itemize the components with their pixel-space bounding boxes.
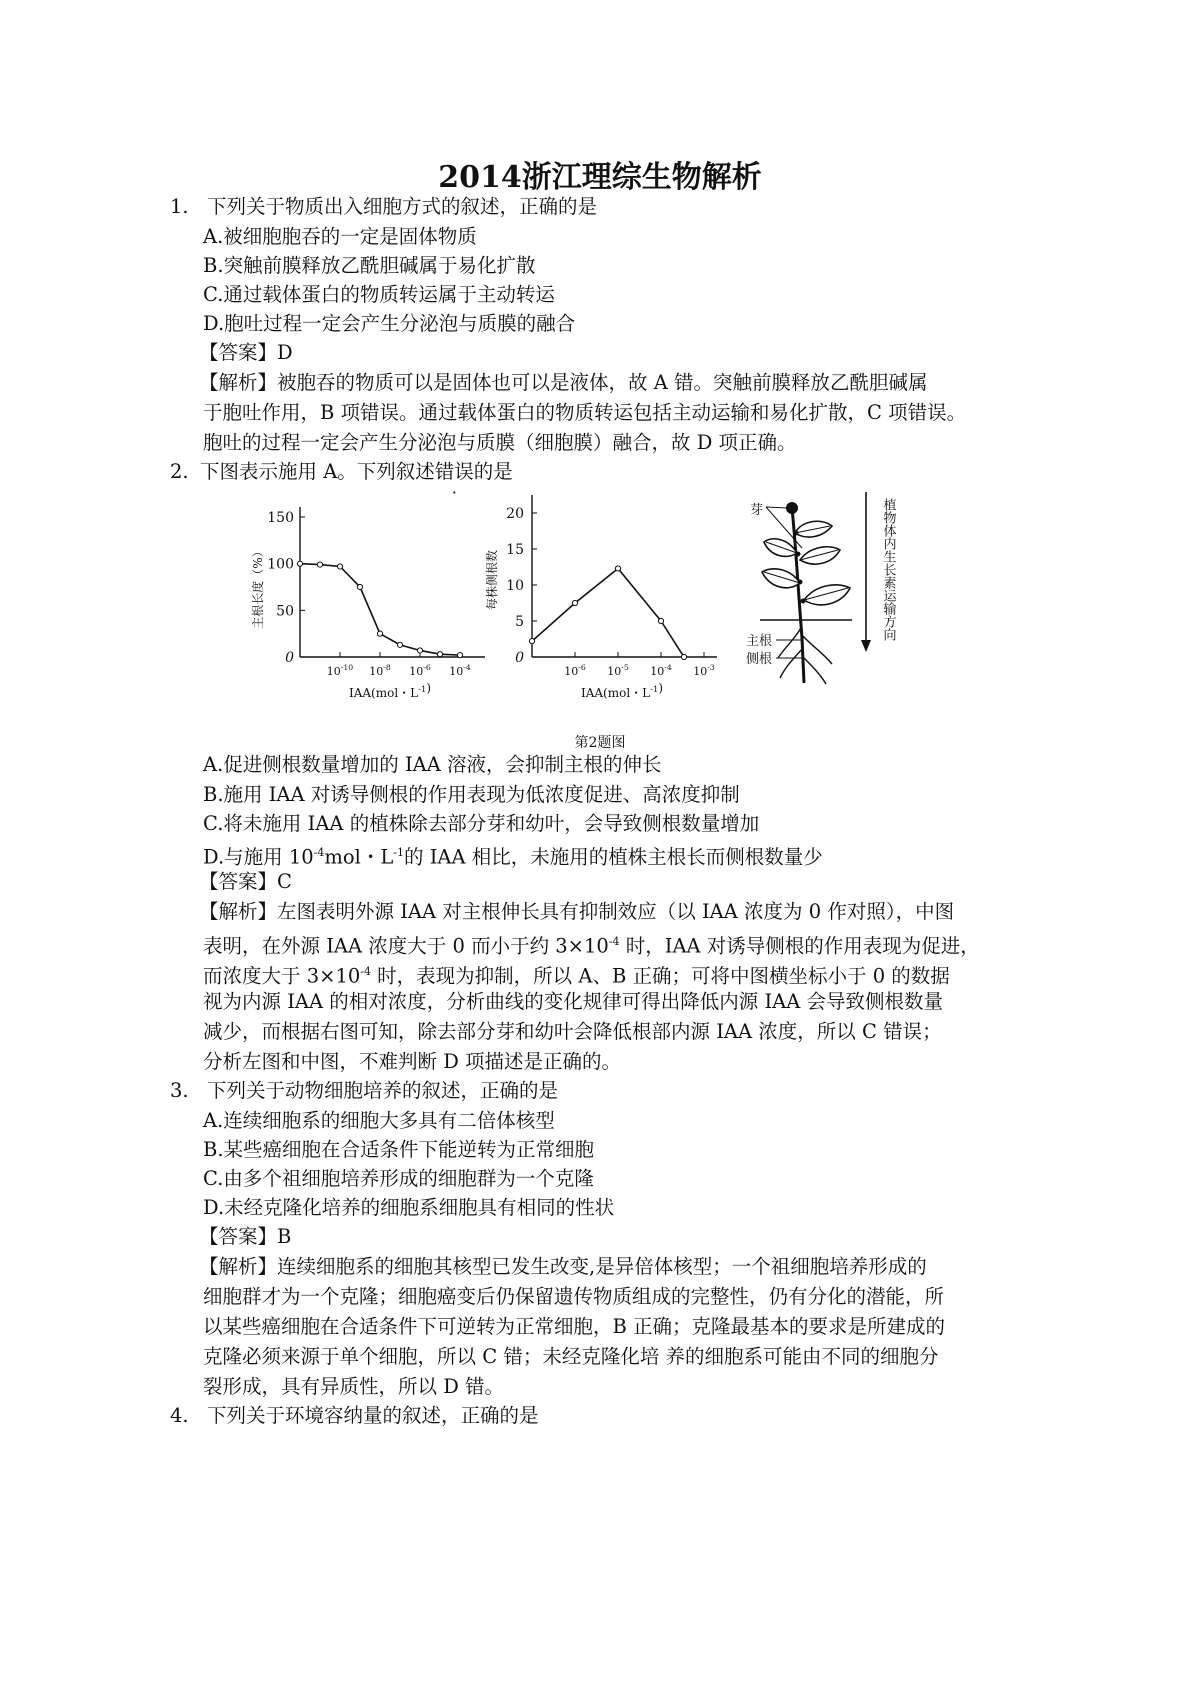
q2-analysis-part: 时，IAA 对诱导侧根的作用表现为促进， bbox=[619, 934, 980, 958]
data-point bbox=[457, 653, 462, 658]
q2-option-d-part: mol・L bbox=[324, 845, 394, 869]
leaf-icon bbox=[762, 569, 800, 588]
chart-lateral-root-count bbox=[480, 490, 725, 702]
y-tick-label: 10 bbox=[506, 578, 524, 594]
q2-analysis-part: 时，表现为抑制，所以 A、B 正确；可将中图横坐标小于 0 的数据 bbox=[370, 964, 950, 988]
x-tick-label: $10^{-4}$ bbox=[449, 663, 471, 678]
q2-stem bbox=[200, 457, 513, 487]
page-title: 2014浙江理综生物解析 bbox=[438, 160, 762, 195]
q3-answer: 【答案】B bbox=[199, 1225, 292, 1248]
q3-option-c: C.由多个祖细胞培养形成的细胞群为一个克隆 bbox=[203, 1167, 594, 1190]
q2-number: 2. bbox=[170, 460, 189, 483]
q3-analysis-line: 细胞群才为一个克隆；细胞癌变后仍保留遗传物质组成的完整性，仍有分化的潜能，所 bbox=[203, 1285, 945, 1308]
label-lateral-root: 侧根 bbox=[746, 652, 773, 667]
data-point bbox=[658, 618, 663, 623]
q3-analysis-line: 【解析】连续细胞系的细胞其核型已发生改变,是异倍体核型；一个祖细胞培养形成的 bbox=[199, 1255, 927, 1278]
superscript: -4 bbox=[313, 846, 325, 859]
q2-option-a: A.促进侧根数量增加的 IAA 溶液，会抑制主根的伸长 bbox=[203, 753, 662, 776]
x-tick-label: $10^{-10}$ bbox=[326, 663, 354, 678]
q2-stem-emphasis: 错误 bbox=[434, 460, 474, 483]
leaf-icon bbox=[795, 521, 832, 537]
q3-option-d: D.未经克隆化培养的细胞系细胞具有相同的性状 bbox=[203, 1196, 615, 1219]
q3-option-a: A.连续细胞系的细胞大多具有二倍体核型 bbox=[203, 1109, 555, 1132]
x-axis-label: IAA(mol・$L^{-1}$) bbox=[348, 681, 432, 700]
x-tick-label: $10^{-6}$ bbox=[409, 663, 431, 678]
series-line bbox=[300, 564, 460, 655]
q2-option-d bbox=[203, 838, 823, 873]
q1-option-b: B.突触前膜释放乙酰胆碱属于易化扩散 bbox=[203, 254, 536, 277]
data-point bbox=[297, 561, 302, 566]
y-tick-label: 50 bbox=[276, 603, 294, 620]
q2-analysis-line: 减少，而根据右图可知，除去部分芽和幼叶会降低根部内源 IAA 浓度，所以 C 错误； bbox=[203, 1020, 942, 1043]
data-point bbox=[417, 648, 422, 653]
q1-answer: 【答案】D bbox=[199, 341, 293, 364]
y-tick-label: 15 bbox=[506, 542, 524, 558]
q2-analysis-part: 而浓度大于 3×10 bbox=[203, 964, 361, 988]
series-line bbox=[532, 568, 684, 657]
y-tick-label: 0 bbox=[515, 650, 524, 666]
superscript: -4 bbox=[360, 965, 371, 978]
y-axis-label: 每株侧根数 bbox=[485, 549, 499, 611]
data-point bbox=[317, 562, 322, 567]
label-bud: 芽 bbox=[750, 503, 764, 518]
y-tick-label: 20 bbox=[506, 506, 524, 522]
data-point bbox=[437, 652, 442, 657]
q2-option-c: C.将未施用 IAA 的植株除去部分芽和幼叶，会导致侧根数量增加 bbox=[203, 812, 760, 835]
q2-option-b: B.施用 IAA 对诱导侧根的作用表现为低浓度促进、高浓度抑制 bbox=[203, 783, 740, 806]
figure-caption: 第2题图 bbox=[574, 735, 626, 751]
leaf-icon bbox=[800, 547, 840, 564]
q2-stem-part: 下图表示施用 A。下列叙述 bbox=[200, 460, 435, 483]
q1-option-d: D.胞吐过程一定会产生分泌泡与质膜的融合 bbox=[203, 312, 576, 335]
q3-number: 3. bbox=[170, 1079, 189, 1102]
leaf-icon bbox=[804, 585, 850, 605]
data-point bbox=[357, 584, 362, 589]
y-tick-label: 0 bbox=[285, 650, 294, 666]
data-point bbox=[397, 642, 402, 647]
x-axis-label: IAA(mol・$L^{-1}$) bbox=[580, 681, 664, 700]
q1-option-c: C.通过载体蛋白的物质转运属于主动转运 bbox=[203, 283, 555, 306]
q4-stem: 下列关于环境容纳量的叙述，正确的是 bbox=[207, 1404, 539, 1427]
q3-analysis-line: 克隆必须来源于单个细胞，所以 C 错；未经克隆化培 养的细胞系可能由不同的细胞分 bbox=[203, 1345, 939, 1368]
q3-stem: 下列关于动物细胞培养的叙述，正确的是 bbox=[207, 1079, 559, 1102]
q3-analysis-line: 以某些癌细胞在合适条件下可逆转为正常细胞，B 正确；克隆最基本的要求是所建成的 bbox=[203, 1315, 946, 1338]
x-tick-label: $10^{-8}$ bbox=[369, 663, 391, 678]
y-axis-label: 主根长度（%） bbox=[251, 545, 265, 629]
label-main-root: 主根 bbox=[746, 634, 773, 649]
q2-analysis-line: 分析左图和中图，不难判断 D 项描述是正确的。 bbox=[203, 1050, 622, 1073]
q4-number: 4. bbox=[170, 1404, 189, 1427]
y-tick-label: 5 bbox=[515, 614, 524, 630]
y-tick-label: 100 bbox=[267, 556, 294, 573]
q1-analysis-line: 【解析】被胞吞的物质可以是固体也可以是液体，故 A 错。突触前膜释放乙酰胆碱属 bbox=[199, 371, 928, 394]
q2-analysis-line: 视为内源 IAA 的相对浓度，分析曲线的变化规律可得出降低内源 IAA 会导致侧根数量 bbox=[203, 990, 944, 1013]
q2-option-d-part: D.与施用 10 bbox=[203, 845, 314, 869]
transport-direction-label: 植物体内生长素运输方向 bbox=[880, 498, 896, 641]
data-point bbox=[337, 564, 342, 569]
data-point bbox=[681, 654, 686, 659]
q2-stem-part: 的是 bbox=[473, 460, 513, 483]
q2-analysis-part: 表明，在外源 IAA 浓度大于 0 而小于约 3×10 bbox=[203, 934, 609, 958]
q2-option-d-part: 的 IAA 相比，未施用的植株主根长而侧根数量少 bbox=[404, 845, 823, 869]
q1-number: 1. bbox=[170, 195, 189, 218]
x-tick-label: $10^{-5}$ bbox=[607, 663, 629, 678]
superscript: -1 bbox=[393, 846, 405, 859]
leaf-icon bbox=[764, 539, 797, 557]
q1-option-a: A.被细胞胞吞的一定是固体物质 bbox=[203, 225, 477, 248]
data-point bbox=[572, 600, 577, 605]
q2-analysis-line: 【解析】左图表明外源 IAA 对主根伸长具有抑制效应（以 IAA 浓度为 0 作对照），中图 bbox=[199, 900, 955, 923]
chart-main-root-length bbox=[240, 492, 490, 702]
y-tick-label: 150 bbox=[267, 510, 294, 526]
superscript: -4 bbox=[608, 935, 620, 948]
data-point bbox=[377, 631, 382, 636]
q1-analysis-line: 胞吐的过程一定会产生分泌泡与质膜（细胞膜）融合，故 D 项正确。 bbox=[203, 431, 797, 454]
data-point bbox=[529, 639, 534, 644]
x-tick-label: $10^{-3}$ bbox=[693, 663, 715, 678]
arrow-head-icon bbox=[861, 640, 871, 652]
plant-diagram bbox=[740, 488, 920, 698]
x-tick-label: $10^{-6}$ bbox=[564, 663, 586, 678]
bud-pointer-line bbox=[766, 507, 788, 508]
q3-option-b: B.某些癌细胞在合适条件下能逆转为正常细胞 bbox=[203, 1138, 595, 1161]
q1-analysis-line: 于胞吐作用，B 项错误。通过载体蛋白的物质转运包括主动运输和易化扩散，C 项错误。 bbox=[203, 401, 967, 424]
x-tick-label: $10^{-4}$ bbox=[650, 663, 672, 678]
q1-stem: 下列关于物质出入细胞方式的叙述，正确的是 bbox=[207, 195, 598, 218]
q3-analysis-line: 裂形成，具有异质性，所以 D 错。 bbox=[203, 1375, 505, 1398]
q2-answer: 【答案】C bbox=[199, 870, 292, 893]
data-point bbox=[615, 566, 620, 571]
